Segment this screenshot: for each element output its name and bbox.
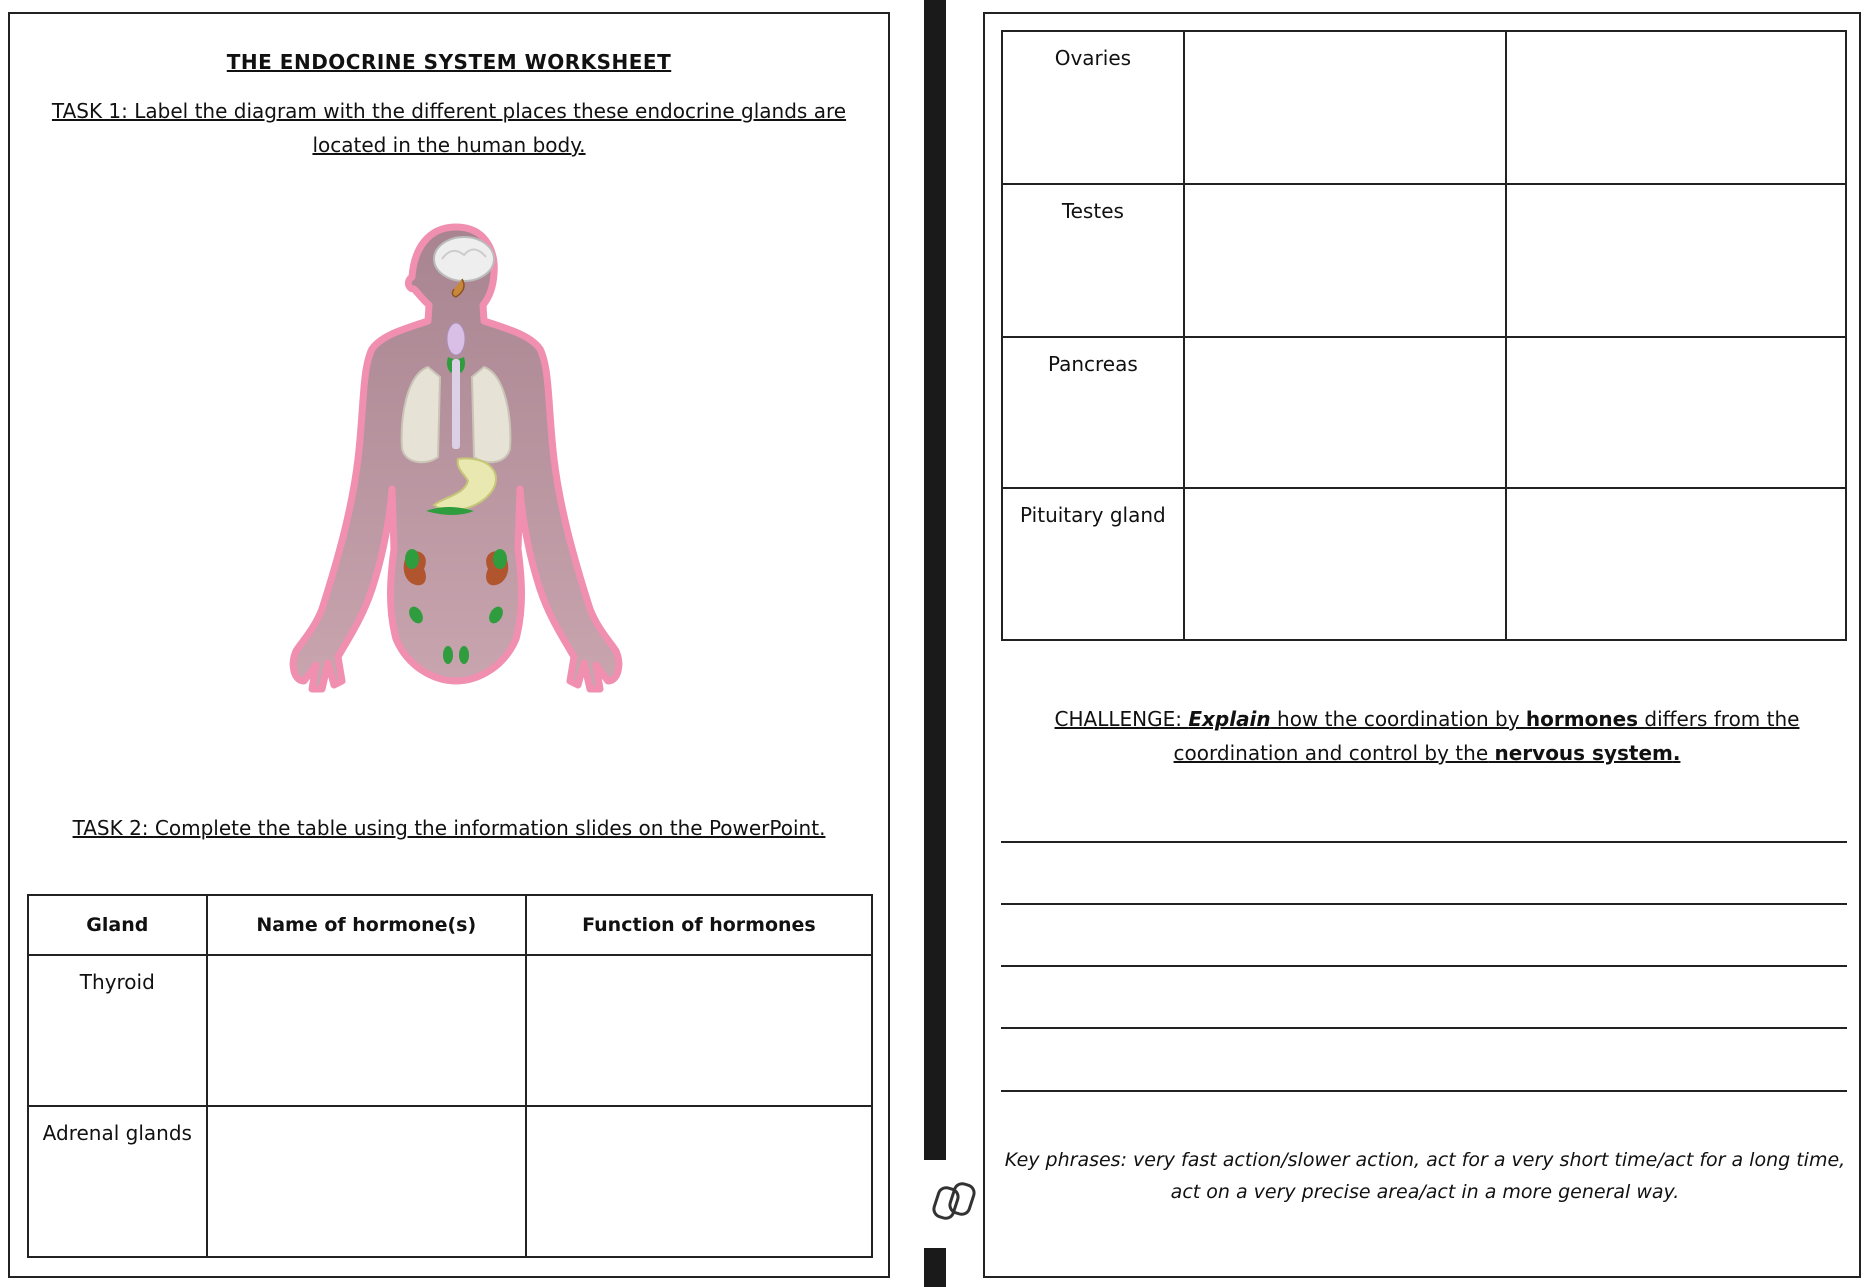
table-row — [28, 955, 872, 1106]
challenge-text-2: differs from the coordination and control by the — [1173, 707, 1800, 765]
hormone-name-cell[interactable] — [207, 1106, 526, 1257]
worksheet-title: THE ENDOCRINE SYSTEM WORKSHEET — [226, 50, 672, 74]
hormone-function-cell[interactable] — [1506, 184, 1846, 337]
table-header-row — [28, 895, 872, 955]
gland-name-cell: Testes — [1002, 184, 1184, 337]
page-divider — [924, 0, 946, 1287]
hormone-name-cell[interactable] — [1184, 184, 1506, 337]
gland-name-cell: Adrenal glands — [28, 1106, 207, 1257]
hormone-name-cell[interactable] — [1184, 31, 1506, 184]
header-hormone-name: Name of hormone(s) — [207, 895, 526, 955]
hormone-function-cell[interactable] — [1506, 31, 1846, 184]
gland-name-cell: Ovaries — [1002, 31, 1184, 184]
hormone-function-cell[interactable] — [526, 955, 872, 1106]
hormone-function-cell[interactable] — [1506, 488, 1846, 640]
header-hormone-function: Function of hormones — [526, 895, 872, 955]
challenge-bold-hormones: hormones — [1525, 707, 1639, 731]
table-row — [28, 1106, 872, 1257]
challenge-label: CHALLENGE: — [1054, 707, 1182, 731]
gland-name-cell: Thyroid — [28, 955, 207, 1106]
task2-instruction: TASK 2: Complete the table using the information slides on the PowerPoint. — [72, 816, 826, 840]
answer-line[interactable] — [1001, 841, 1847, 843]
copilot-icon[interactable] — [928, 1178, 982, 1224]
task1-instruction: TASK 1: Label the diagram with the different places these endocrine glands are located in the human body. — [51, 99, 847, 157]
human-body-endocrine-diagram — [278, 219, 638, 709]
gland-table-page-2 — [1001, 30, 1847, 641]
table-row — [1002, 488, 1846, 640]
key-phrases: Key phrases: very fast action/slower action, act for a very short time/act for a long time, act on a very precise area/act in a more general way. — [1004, 1149, 1846, 1203]
challenge-text-1: how the coordination by — [1277, 707, 1520, 731]
hormone-name-cell[interactable] — [1184, 488, 1506, 640]
challenge-verb: Explain — [1188, 707, 1271, 731]
gland-name-cell: Pancreas — [1002, 337, 1184, 488]
gland-table-page-1 — [27, 894, 873, 1258]
header-gland: Gland — [28, 895, 207, 955]
table-row — [1002, 337, 1846, 488]
answer-line[interactable] — [1001, 965, 1847, 967]
hormone-function-cell[interactable] — [526, 1106, 872, 1257]
answer-line[interactable] — [1001, 903, 1847, 905]
challenge-end: . — [1672, 741, 1681, 765]
table-row — [1002, 31, 1846, 184]
hormone-name-cell[interactable] — [1184, 337, 1506, 488]
answer-line[interactable] — [1001, 1027, 1847, 1029]
challenge-prompt — [1025, 702, 1829, 770]
hormone-name-cell[interactable] — [207, 955, 526, 1106]
table-row — [1002, 184, 1846, 337]
gland-name-cell: Pituitary gland — [1002, 488, 1184, 640]
answer-line[interactable] — [1001, 1090, 1847, 1092]
challenge-bold-nervous-system: nervous system — [1494, 741, 1673, 765]
worksheet-page-2 — [983, 12, 1861, 1278]
hormone-function-cell[interactable] — [1506, 337, 1846, 488]
worksheet-page-1 — [8, 12, 890, 1278]
